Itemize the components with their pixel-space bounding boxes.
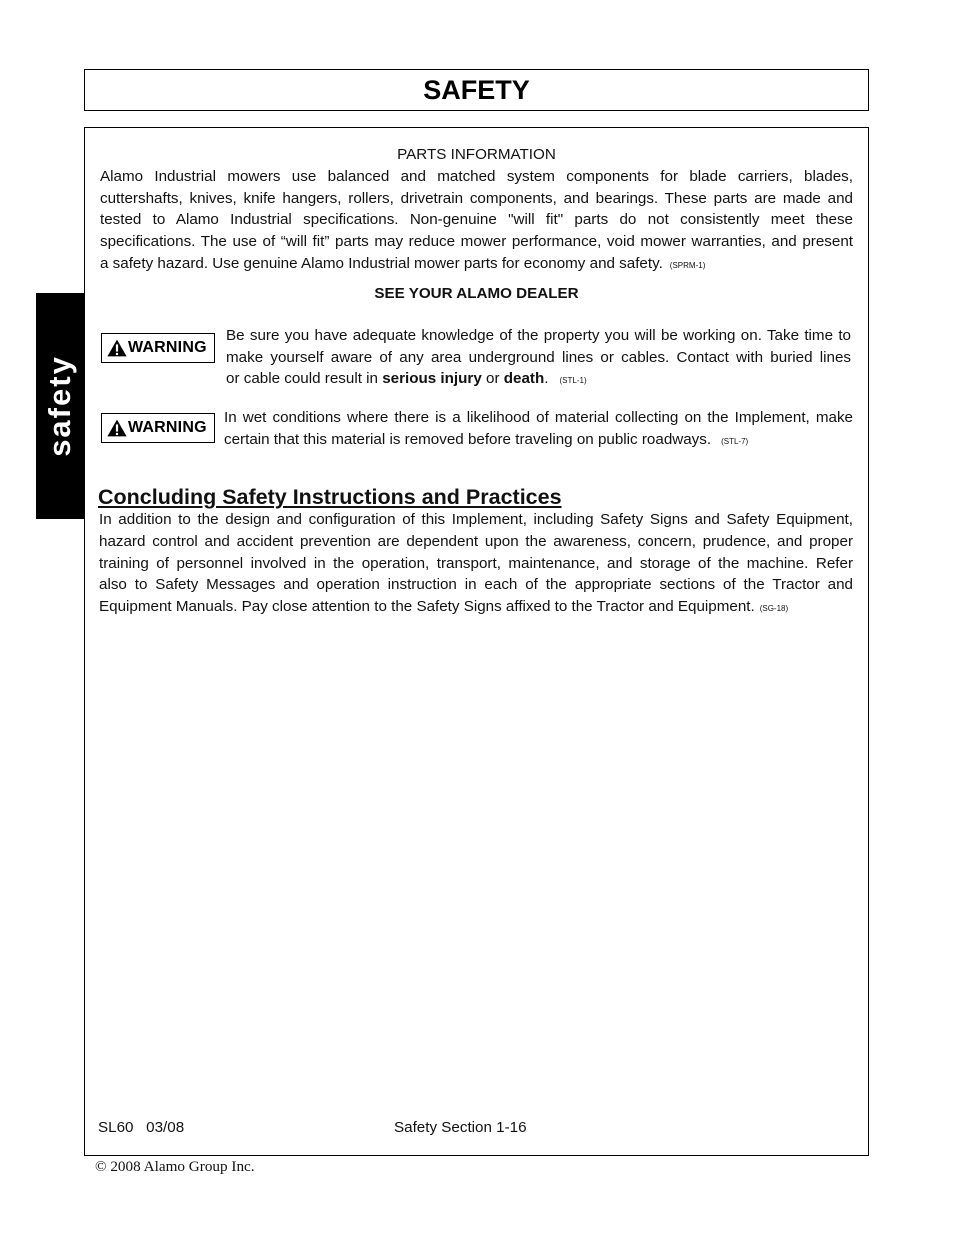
reference-code: (SPRM-1)	[669, 260, 706, 270]
warning-badge	[101, 333, 215, 363]
reference-code: (STL-1)	[559, 376, 587, 385]
copyright-notice: © 2008 Alamo Group Inc.	[95, 1158, 255, 1175]
paragraph-line	[99, 596, 853, 620]
concluding-paragraph	[99, 509, 853, 620]
paragraph-line-text: a safety hazard. Use genuine Alamo Industrial mower parts for economy and safety.	[100, 254, 663, 272]
warning-line-text: certain that this material is removed before traveling on public roadways.	[224, 431, 712, 448]
warning-line-text: or	[481, 370, 504, 387]
warning-badge-label: WARNING	[128, 419, 207, 436]
side-tab-label: safety	[42, 355, 77, 457]
paragraph-line: specifications. The use of “will fit” parts may reduce mower performance, void mower warranties, and present	[100, 233, 853, 250]
warning-line: make yourself aware of any area underground lines or cables. Contact with buried lines	[226, 348, 851, 366]
parts-information-heading: PARTS INFORMATION	[397, 146, 556, 163]
warning-line: Be sure you have adequate knowledge of the property you will be working on. Take time to	[226, 327, 851, 344]
warning-triangle-icon	[107, 339, 127, 357]
warning-triangle-icon	[107, 419, 127, 437]
warning-line	[226, 368, 851, 392]
side-tab	[36, 293, 84, 519]
reference-code: (STL-7)	[721, 437, 749, 446]
paragraph-line: hazard control and accident prevention are dependent upon the awareness, concern, prudence, and proper	[99, 532, 853, 550]
warning-text	[224, 407, 853, 453]
warning-text	[226, 325, 851, 392]
footer-page-number: Safety Section 1-16	[394, 1119, 527, 1136]
paragraph-line: training of personnel involved in the operation, transport, maintenance, and storage of the machine. Refer	[99, 554, 853, 572]
warning-line	[224, 429, 853, 453]
paragraph-line-text: Equipment Manuals. Pay close attention to the Safety Signs affixed to the Tractor and Equipment.	[99, 598, 755, 615]
warning-line: In wet conditions where there is a likelihood of material collecting on the Implement, make	[224, 409, 853, 426]
reference-code: (SG-18)	[759, 604, 789, 613]
paragraph-line: also to Safety Messages and operation instruction in each of the appropriate sections of the Tractor and	[99, 576, 853, 594]
parts-information-section	[100, 144, 853, 277]
content-box	[84, 127, 869, 1156]
warning-badge	[101, 413, 215, 443]
paragraph-line: cuttershafts, knives, knife hangers, rollers, drivetrain components, and bearings. These parts are made and	[100, 189, 853, 207]
paragraph-line: In addition to the design and configuration of this Implement, including Safety Signs and Safety Equipment,	[99, 511, 853, 528]
paragraph-line: tested to Alamo Industrial specifications. Non-genuine "will fit" parts do not consistently meet these	[100, 211, 853, 229]
warning-line-text: .	[544, 370, 549, 387]
warning-line-text: or cable could result in	[226, 370, 383, 387]
warning-badge-label: WARNING	[128, 339, 207, 356]
footer-model-date: SL60 03/08	[98, 1119, 185, 1136]
emphasis-death: death	[503, 370, 545, 387]
dealer-note: SEE YOUR ALAMO DEALER	[374, 285, 579, 302]
header-box	[84, 69, 869, 111]
emphasis-serious-injury: serious injury	[382, 370, 482, 387]
paragraph-line	[100, 253, 853, 277]
page-title: SAFETY	[423, 75, 530, 105]
section-heading: Concluding Safety Instructions and Practices	[98, 485, 562, 509]
paragraph-line: Alamo Industrial mowers use balanced and matched system components for blade carriers, blades,	[100, 167, 853, 185]
